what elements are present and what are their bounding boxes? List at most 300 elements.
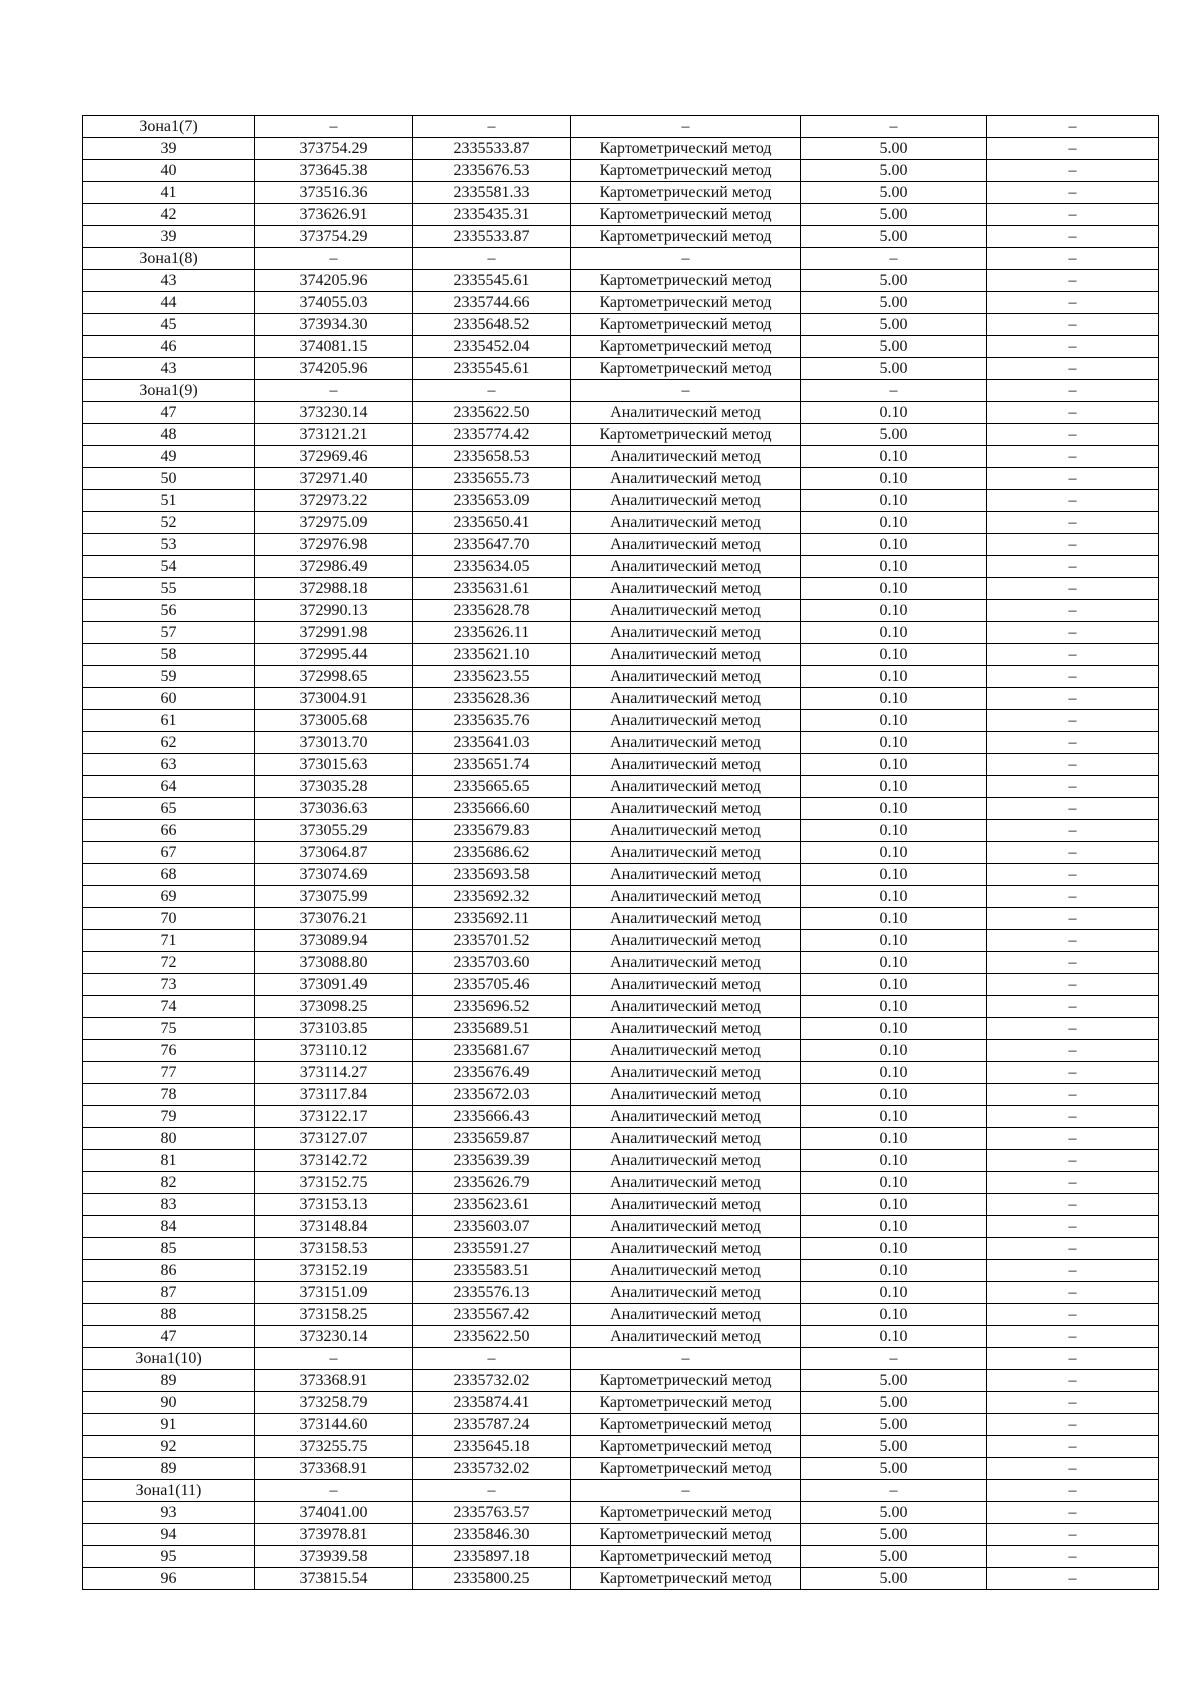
- y-coordinate-cell: 2335622.50: [413, 402, 571, 424]
- point-number-cell: 89: [83, 1370, 255, 1392]
- description-cell: –: [987, 1348, 1159, 1370]
- accuracy-cell: 5.00: [801, 1502, 987, 1524]
- y-coordinate-cell: 2335435.31: [413, 204, 571, 226]
- accuracy-cell: 5.00: [801, 204, 987, 226]
- accuracy-cell: 0.10: [801, 468, 987, 490]
- y-coordinate-cell: 2335672.03: [413, 1084, 571, 1106]
- y-coordinate-cell: 2335639.39: [413, 1150, 571, 1172]
- accuracy-cell: 0.10: [801, 534, 987, 556]
- y-coordinate-cell: 2335533.87: [413, 138, 571, 160]
- y-coordinate-cell: 2335581.33: [413, 182, 571, 204]
- point-number-cell: Зона1(8): [83, 248, 255, 270]
- point-number-cell: 75: [83, 1018, 255, 1040]
- y-coordinate-cell: 2335626.79: [413, 1172, 571, 1194]
- method-cell: Картометрический метод: [571, 1414, 801, 1436]
- accuracy-cell: 0.10: [801, 996, 987, 1018]
- x-coordinate-cell: 373074.69: [255, 864, 413, 886]
- table-row: [83, 908, 1159, 930]
- table-row: [83, 578, 1159, 600]
- description-cell: –: [987, 1546, 1159, 1568]
- y-coordinate-cell: 2335635.76: [413, 710, 571, 732]
- y-coordinate-cell: 2335658.53: [413, 446, 571, 468]
- x-coordinate-cell: 373142.72: [255, 1150, 413, 1172]
- accuracy-cell: 0.10: [801, 1326, 987, 1348]
- point-number-cell: 55: [83, 578, 255, 600]
- table-row: [83, 1282, 1159, 1304]
- x-coordinate-cell: –: [255, 380, 413, 402]
- table-row: [83, 1370, 1159, 1392]
- method-cell: Аналитический метод: [571, 776, 801, 798]
- table-row: [83, 1194, 1159, 1216]
- point-number-cell: 65: [83, 798, 255, 820]
- method-cell: Аналитический метод: [571, 930, 801, 952]
- description-cell: –: [987, 314, 1159, 336]
- accuracy-cell: 0.10: [801, 732, 987, 754]
- table-row: [83, 1106, 1159, 1128]
- description-cell: –: [987, 1238, 1159, 1260]
- table-row: [83, 974, 1159, 996]
- point-number-cell: 71: [83, 930, 255, 952]
- accuracy-cell: 0.10: [801, 402, 987, 424]
- point-number-cell: 47: [83, 402, 255, 424]
- x-coordinate-cell: 373158.25: [255, 1304, 413, 1326]
- table-row: [83, 1392, 1159, 1414]
- y-coordinate-cell: 2335689.51: [413, 1018, 571, 1040]
- table-row: [83, 1238, 1159, 1260]
- description-cell: –: [987, 600, 1159, 622]
- accuracy-cell: 0.10: [801, 710, 987, 732]
- point-number-cell: 78: [83, 1084, 255, 1106]
- accuracy-cell: 0.10: [801, 578, 987, 600]
- accuracy-cell: 5.00: [801, 1458, 987, 1480]
- table-row: [83, 1216, 1159, 1238]
- accuracy-cell: 0.10: [801, 974, 987, 996]
- x-coordinate-cell: –: [255, 1480, 413, 1502]
- method-cell: Картометрический метод: [571, 160, 801, 182]
- table-row: [83, 996, 1159, 1018]
- method-cell: Аналитический метод: [571, 864, 801, 886]
- y-coordinate-cell: 2335628.36: [413, 688, 571, 710]
- point-number-cell: 80: [83, 1128, 255, 1150]
- method-cell: Картометрический метод: [571, 1370, 801, 1392]
- y-coordinate-cell: 2335653.09: [413, 490, 571, 512]
- description-cell: –: [987, 1414, 1159, 1436]
- y-coordinate-cell: 2335701.52: [413, 930, 571, 952]
- method-cell: Аналитический метод: [571, 732, 801, 754]
- y-coordinate-cell: 2335628.78: [413, 600, 571, 622]
- x-coordinate-cell: 373626.91: [255, 204, 413, 226]
- table-row: [83, 1172, 1159, 1194]
- table-row: [83, 424, 1159, 446]
- accuracy-cell: 5.00: [801, 1414, 987, 1436]
- method-cell: Картометрический метод: [571, 424, 801, 446]
- description-cell: –: [987, 116, 1159, 138]
- x-coordinate-cell: 373005.68: [255, 710, 413, 732]
- accuracy-cell: 5.00: [801, 182, 987, 204]
- point-number-cell: 60: [83, 688, 255, 710]
- table-row: [83, 270, 1159, 292]
- method-cell: Аналитический метод: [571, 798, 801, 820]
- table-row: [83, 292, 1159, 314]
- accuracy-cell: 0.10: [801, 666, 987, 688]
- accuracy-cell: 0.10: [801, 1238, 987, 1260]
- y-coordinate-cell: 2335626.11: [413, 622, 571, 644]
- accuracy-cell: 0.10: [801, 556, 987, 578]
- zone-header-row: [83, 1480, 1159, 1502]
- method-cell: Аналитический метод: [571, 1260, 801, 1282]
- y-coordinate-cell: 2335666.60: [413, 798, 571, 820]
- table-row: [83, 1062, 1159, 1084]
- table-row: [83, 1128, 1159, 1150]
- description-cell: –: [987, 1018, 1159, 1040]
- method-cell: Аналитический метод: [571, 1216, 801, 1238]
- description-cell: –: [987, 996, 1159, 1018]
- accuracy-cell: 5.00: [801, 292, 987, 314]
- point-number-cell: 67: [83, 842, 255, 864]
- zone-header-row: [83, 116, 1159, 138]
- x-coordinate-cell: 372988.18: [255, 578, 413, 600]
- coordinates-table: [82, 115, 1159, 1590]
- table-row: [83, 842, 1159, 864]
- accuracy-cell: 0.10: [801, 754, 987, 776]
- x-coordinate-cell: 372991.98: [255, 622, 413, 644]
- method-cell: Аналитический метод: [571, 1282, 801, 1304]
- x-coordinate-cell: 373151.09: [255, 1282, 413, 1304]
- point-number-cell: 41: [83, 182, 255, 204]
- x-coordinate-cell: 373148.84: [255, 1216, 413, 1238]
- point-number-cell: 70: [83, 908, 255, 930]
- y-coordinate-cell: 2335591.27: [413, 1238, 571, 1260]
- point-number-cell: 54: [83, 556, 255, 578]
- point-number-cell: 52: [83, 512, 255, 534]
- method-cell: Аналитический метод: [571, 1106, 801, 1128]
- y-coordinate-cell: 2335645.18: [413, 1436, 571, 1458]
- x-coordinate-cell: 372995.44: [255, 644, 413, 666]
- accuracy-cell: 0.10: [801, 842, 987, 864]
- method-cell: Аналитический метод: [571, 512, 801, 534]
- accuracy-cell: 0.10: [801, 776, 987, 798]
- table-row: [83, 710, 1159, 732]
- description-cell: –: [987, 1216, 1159, 1238]
- accuracy-cell: 0.10: [801, 446, 987, 468]
- y-coordinate-cell: 2335533.87: [413, 226, 571, 248]
- x-coordinate-cell: 373368.91: [255, 1458, 413, 1480]
- y-coordinate-cell: 2335679.83: [413, 820, 571, 842]
- accuracy-cell: 0.10: [801, 622, 987, 644]
- description-cell: –: [987, 402, 1159, 424]
- description-cell: –: [987, 776, 1159, 798]
- accuracy-cell: 0.10: [801, 1040, 987, 1062]
- x-coordinate-cell: 372976.98: [255, 534, 413, 556]
- description-cell: –: [987, 930, 1159, 952]
- accuracy-cell: 5.00: [801, 1524, 987, 1546]
- accuracy-cell: 5.00: [801, 424, 987, 446]
- x-coordinate-cell: 374205.96: [255, 270, 413, 292]
- table-row: [83, 1018, 1159, 1040]
- point-number-cell: 51: [83, 490, 255, 512]
- x-coordinate-cell: 373144.60: [255, 1414, 413, 1436]
- x-coordinate-cell: 373036.63: [255, 798, 413, 820]
- point-number-cell: 76: [83, 1040, 255, 1062]
- y-coordinate-cell: 2335659.87: [413, 1128, 571, 1150]
- method-cell: Аналитический метод: [571, 842, 801, 864]
- description-cell: –: [987, 160, 1159, 182]
- point-number-cell: 85: [83, 1238, 255, 1260]
- point-number-cell: 63: [83, 754, 255, 776]
- x-coordinate-cell: 373754.29: [255, 226, 413, 248]
- x-coordinate-cell: 372975.09: [255, 512, 413, 534]
- point-number-cell: 96: [83, 1568, 255, 1590]
- table-row: [83, 1326, 1159, 1348]
- method-cell: Картометрический метод: [571, 182, 801, 204]
- method-cell: Картометрический метод: [571, 1458, 801, 1480]
- point-number-cell: 87: [83, 1282, 255, 1304]
- description-cell: –: [987, 336, 1159, 358]
- table-row: [83, 732, 1159, 754]
- description-cell: –: [987, 820, 1159, 842]
- method-cell: Аналитический метод: [571, 1018, 801, 1040]
- table-row: [83, 666, 1159, 688]
- y-coordinate-cell: 2335874.41: [413, 1392, 571, 1414]
- description-cell: –: [987, 424, 1159, 446]
- y-coordinate-cell: 2335666.43: [413, 1106, 571, 1128]
- y-coordinate-cell: 2335692.11: [413, 908, 571, 930]
- x-coordinate-cell: 373122.17: [255, 1106, 413, 1128]
- method-cell: Аналитический метод: [571, 974, 801, 996]
- table-row: [83, 1458, 1159, 1480]
- y-coordinate-cell: –: [413, 248, 571, 270]
- accuracy-cell: 5.00: [801, 1436, 987, 1458]
- description-cell: –: [987, 446, 1159, 468]
- accuracy-cell: 5.00: [801, 358, 987, 380]
- description-cell: –: [987, 204, 1159, 226]
- point-number-cell: 46: [83, 336, 255, 358]
- description-cell: –: [987, 952, 1159, 974]
- table-row: [83, 226, 1159, 248]
- description-cell: –: [987, 688, 1159, 710]
- y-coordinate-cell: 2335650.41: [413, 512, 571, 534]
- x-coordinate-cell: 373939.58: [255, 1546, 413, 1568]
- method-cell: Картометрический метод: [571, 1524, 801, 1546]
- point-number-cell: 93: [83, 1502, 255, 1524]
- table-row: [83, 160, 1159, 182]
- x-coordinate-cell: 373064.87: [255, 842, 413, 864]
- method-cell: Аналитический метод: [571, 1304, 801, 1326]
- x-coordinate-cell: 372990.13: [255, 600, 413, 622]
- y-coordinate-cell: 2335623.61: [413, 1194, 571, 1216]
- accuracy-cell: 0.10: [801, 1128, 987, 1150]
- description-cell: –: [987, 1282, 1159, 1304]
- method-cell: Аналитический метод: [571, 688, 801, 710]
- description-cell: –: [987, 1150, 1159, 1172]
- y-coordinate-cell: 2335696.52: [413, 996, 571, 1018]
- x-coordinate-cell: 373978.81: [255, 1524, 413, 1546]
- point-number-cell: 40: [83, 160, 255, 182]
- point-number-cell: 42: [83, 204, 255, 226]
- accuracy-cell: –: [801, 248, 987, 270]
- x-coordinate-cell: 372971.40: [255, 468, 413, 490]
- y-coordinate-cell: 2335676.49: [413, 1062, 571, 1084]
- accuracy-cell: 0.10: [801, 512, 987, 534]
- table-row: [83, 314, 1159, 336]
- description-cell: –: [987, 182, 1159, 204]
- description-cell: –: [987, 1040, 1159, 1062]
- point-number-cell: 57: [83, 622, 255, 644]
- description-cell: –: [987, 864, 1159, 886]
- point-number-cell: 86: [83, 1260, 255, 1282]
- description-cell: –: [987, 490, 1159, 512]
- method-cell: Аналитический метод: [571, 1194, 801, 1216]
- table-row: [83, 182, 1159, 204]
- method-cell: Аналитический метод: [571, 1062, 801, 1084]
- method-cell: Аналитический метод: [571, 666, 801, 688]
- description-cell: –: [987, 578, 1159, 600]
- description-cell: –: [987, 1480, 1159, 1502]
- y-coordinate-cell: 2335846.30: [413, 1524, 571, 1546]
- method-cell: Аналитический метод: [571, 1172, 801, 1194]
- accuracy-cell: 0.10: [801, 1018, 987, 1040]
- point-number-cell: 77: [83, 1062, 255, 1084]
- table-row: [83, 820, 1159, 842]
- accuracy-cell: 0.10: [801, 1084, 987, 1106]
- method-cell: Аналитический метод: [571, 1128, 801, 1150]
- point-number-cell: Зона1(10): [83, 1348, 255, 1370]
- point-number-cell: 64: [83, 776, 255, 798]
- table-row: [83, 138, 1159, 160]
- point-number-cell: 43: [83, 358, 255, 380]
- description-cell: –: [987, 248, 1159, 270]
- point-number-cell: 83: [83, 1194, 255, 1216]
- method-cell: Картометрический метод: [571, 138, 801, 160]
- method-cell: Аналитический метод: [571, 952, 801, 974]
- method-cell: Аналитический метод: [571, 578, 801, 600]
- point-number-cell: 72: [83, 952, 255, 974]
- x-coordinate-cell: –: [255, 1348, 413, 1370]
- x-coordinate-cell: 374205.96: [255, 358, 413, 380]
- description-cell: –: [987, 1172, 1159, 1194]
- description-cell: –: [987, 1370, 1159, 1392]
- table-row: [83, 1040, 1159, 1062]
- description-cell: –: [987, 798, 1159, 820]
- point-number-cell: 94: [83, 1524, 255, 1546]
- accuracy-cell: 0.10: [801, 864, 987, 886]
- x-coordinate-cell: 373153.13: [255, 1194, 413, 1216]
- accuracy-cell: 0.10: [801, 490, 987, 512]
- x-coordinate-cell: –: [255, 116, 413, 138]
- point-number-cell: 59: [83, 666, 255, 688]
- point-number-cell: 95: [83, 1546, 255, 1568]
- table-row: [83, 468, 1159, 490]
- point-number-cell: 49: [83, 446, 255, 468]
- table-row: [83, 1524, 1159, 1546]
- point-number-cell: 58: [83, 644, 255, 666]
- description-cell: –: [987, 358, 1159, 380]
- description-cell: –: [987, 1436, 1159, 1458]
- x-coordinate-cell: 372998.65: [255, 666, 413, 688]
- accuracy-cell: –: [801, 1348, 987, 1370]
- description-cell: –: [987, 974, 1159, 996]
- y-coordinate-cell: 2335732.02: [413, 1458, 571, 1480]
- point-number-cell: 90: [83, 1392, 255, 1414]
- point-number-cell: 61: [83, 710, 255, 732]
- table-row: [83, 798, 1159, 820]
- table-row: [83, 1568, 1159, 1590]
- description-cell: –: [987, 468, 1159, 490]
- point-number-cell: 84: [83, 1216, 255, 1238]
- point-number-cell: Зона1(9): [83, 380, 255, 402]
- point-number-cell: 47: [83, 1326, 255, 1348]
- table-row: [83, 358, 1159, 380]
- point-number-cell: 74: [83, 996, 255, 1018]
- table-row: [83, 776, 1159, 798]
- table-row: [83, 622, 1159, 644]
- point-number-cell: 56: [83, 600, 255, 622]
- x-coordinate-cell: 373004.91: [255, 688, 413, 710]
- x-coordinate-cell: 373230.14: [255, 402, 413, 424]
- accuracy-cell: 0.10: [801, 1282, 987, 1304]
- table-row: [83, 512, 1159, 534]
- x-coordinate-cell: 374055.03: [255, 292, 413, 314]
- description-cell: –: [987, 1326, 1159, 1348]
- accuracy-cell: 5.00: [801, 138, 987, 160]
- accuracy-cell: 5.00: [801, 226, 987, 248]
- table-row: [83, 864, 1159, 886]
- accuracy-cell: 0.10: [801, 688, 987, 710]
- x-coordinate-cell: 373035.28: [255, 776, 413, 798]
- point-number-cell: 69: [83, 886, 255, 908]
- table-row: [83, 336, 1159, 358]
- accuracy-cell: 0.10: [801, 952, 987, 974]
- table-row: [83, 1546, 1159, 1568]
- description-cell: –: [987, 138, 1159, 160]
- description-cell: –: [987, 270, 1159, 292]
- x-coordinate-cell: 373110.12: [255, 1040, 413, 1062]
- x-coordinate-cell: 373013.70: [255, 732, 413, 754]
- accuracy-cell: 5.00: [801, 160, 987, 182]
- y-coordinate-cell: 2335648.52: [413, 314, 571, 336]
- y-coordinate-cell: 2335692.32: [413, 886, 571, 908]
- description-cell: –: [987, 710, 1159, 732]
- accuracy-cell: 0.10: [801, 1150, 987, 1172]
- accuracy-cell: 0.10: [801, 600, 987, 622]
- description-cell: –: [987, 292, 1159, 314]
- accuracy-cell: 0.10: [801, 1172, 987, 1194]
- method-cell: Аналитический метод: [571, 468, 801, 490]
- x-coordinate-cell: 373158.53: [255, 1238, 413, 1260]
- description-cell: –: [987, 886, 1159, 908]
- x-coordinate-cell: 374041.00: [255, 1502, 413, 1524]
- method-cell: Картометрический метод: [571, 1436, 801, 1458]
- x-coordinate-cell: 373152.75: [255, 1172, 413, 1194]
- y-coordinate-cell: 2335545.61: [413, 270, 571, 292]
- point-number-cell: 48: [83, 424, 255, 446]
- x-coordinate-cell: 372973.22: [255, 490, 413, 512]
- method-cell: –: [571, 248, 801, 270]
- description-cell: –: [987, 1084, 1159, 1106]
- y-coordinate-cell: 2335452.04: [413, 336, 571, 358]
- y-coordinate-cell: 2335693.58: [413, 864, 571, 886]
- accuracy-cell: 0.10: [801, 886, 987, 908]
- table-row: [83, 402, 1159, 424]
- y-coordinate-cell: 2335567.42: [413, 1304, 571, 1326]
- accuracy-cell: 0.10: [801, 820, 987, 842]
- zone-header-row: [83, 380, 1159, 402]
- x-coordinate-cell: 373934.30: [255, 314, 413, 336]
- description-cell: –: [987, 226, 1159, 248]
- y-coordinate-cell: 2335576.13: [413, 1282, 571, 1304]
- coordinates-table-body: [83, 116, 1159, 1590]
- x-coordinate-cell: –: [255, 248, 413, 270]
